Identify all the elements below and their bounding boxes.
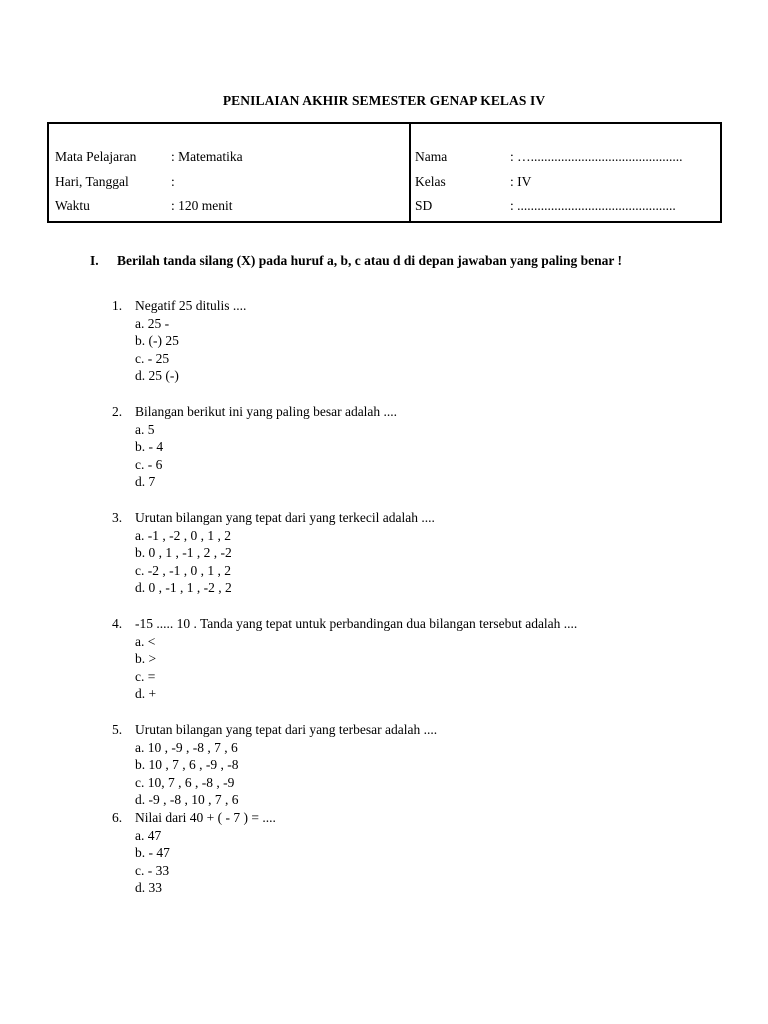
option-b: b. - 4: [135, 439, 164, 455]
question-number: 4.: [112, 616, 123, 631]
page-title: PENILAIAN AKHIR SEMESTER GENAP KELAS IV: [222, 93, 546, 108]
option-d: d. -9 , -8 , 10 , 7 , 6: [135, 792, 239, 808]
option-b: b. 10 , 7 , 6 , -9 , -8: [135, 757, 239, 773]
option-a: a. 10 , -9 , -8 , 7 , 6: [135, 739, 238, 755]
name-label: Nama: [415, 149, 448, 164]
option-d: d. 0 , -1 , 1 , -2 , 2: [135, 580, 232, 596]
option-b: b. (-) 25: [135, 333, 179, 349]
info-divider: [409, 124, 411, 221]
question-number: 5.: [112, 722, 123, 737]
option-d: d. 33: [135, 880, 162, 896]
question-1: [112, 297, 246, 385]
subject-label: Mata Pelajaran: [55, 149, 137, 164]
option-d: d. 7: [135, 474, 156, 490]
class-value: : IV: [510, 174, 532, 189]
school-value: : ...............................................: [510, 198, 676, 213]
option-b: b. - 47: [135, 845, 170, 861]
question-4: [112, 615, 577, 703]
option-c: c. - 6: [135, 456, 163, 472]
question-number: 2.: [112, 404, 123, 419]
subject-value: : Matematika: [171, 149, 243, 164]
question-text: Urutan bilangan yang tepat dari yang terkecil adalah ....: [135, 510, 435, 525]
option-c: c. 10, 7 , 6 , -8 , -9: [135, 774, 235, 790]
option-a: a. 47: [135, 827, 162, 843]
section-heading: [90, 253, 622, 269]
option-c: c. - 33: [135, 862, 170, 878]
question-6: [112, 809, 276, 897]
option-b: b. 0 , 1 , -1 , 2 , -2: [135, 545, 232, 561]
question-number: 6.: [112, 810, 123, 825]
option-d: d. 25 (-): [135, 368, 179, 384]
date-value: :: [171, 174, 175, 189]
option-a: a. 5: [135, 421, 155, 437]
question-text: Urutan bilangan yang tepat dari yang terbesar adalah ....: [135, 722, 438, 737]
name-value: : ….............................................: [510, 149, 683, 164]
option-d: d. +: [135, 686, 157, 702]
question-text: Negatif 25 ditulis ....: [135, 298, 247, 313]
option-a: a. 25 -: [135, 315, 170, 331]
question-5: [112, 721, 437, 809]
date-label: Hari, Tanggal: [55, 174, 129, 189]
question-text: Bilangan berikut ini yang paling besar adalah ....: [135, 404, 398, 419]
question-number: 1.: [112, 298, 123, 313]
identity-box: [47, 122, 722, 223]
option-c: c. -2 , -1 , 0 , 1 , 2: [135, 562, 231, 578]
question-number: 3.: [112, 510, 123, 525]
class-label: Kelas: [415, 174, 446, 189]
school-label: SD: [415, 198, 433, 213]
option-c: c. - 25: [135, 350, 170, 366]
section-number: I.: [90, 253, 99, 268]
option-b: b. >: [135, 651, 157, 667]
option-c: c. =: [135, 668, 156, 684]
time-value: : 120 menit: [171, 198, 233, 213]
option-a: a. -1 , -2 , 0 , 1 , 2: [135, 527, 231, 543]
question-3: [112, 509, 435, 597]
time-label: Waktu: [55, 198, 90, 213]
question-text: Nilai dari 40 + ( - 7 ) = ....: [135, 810, 276, 825]
section-instruction: Berilah tanda silang (X) pada huruf a, b, c atau d di depan jawaban yang paling benar !: [117, 253, 622, 268]
question-text: -15 ..... 10 . Tanda yang tepat untuk perbandingan dua bilangan tersebut adalah ....: [135, 616, 578, 631]
question-2: [112, 403, 397, 491]
option-a: a. <: [135, 633, 156, 649]
